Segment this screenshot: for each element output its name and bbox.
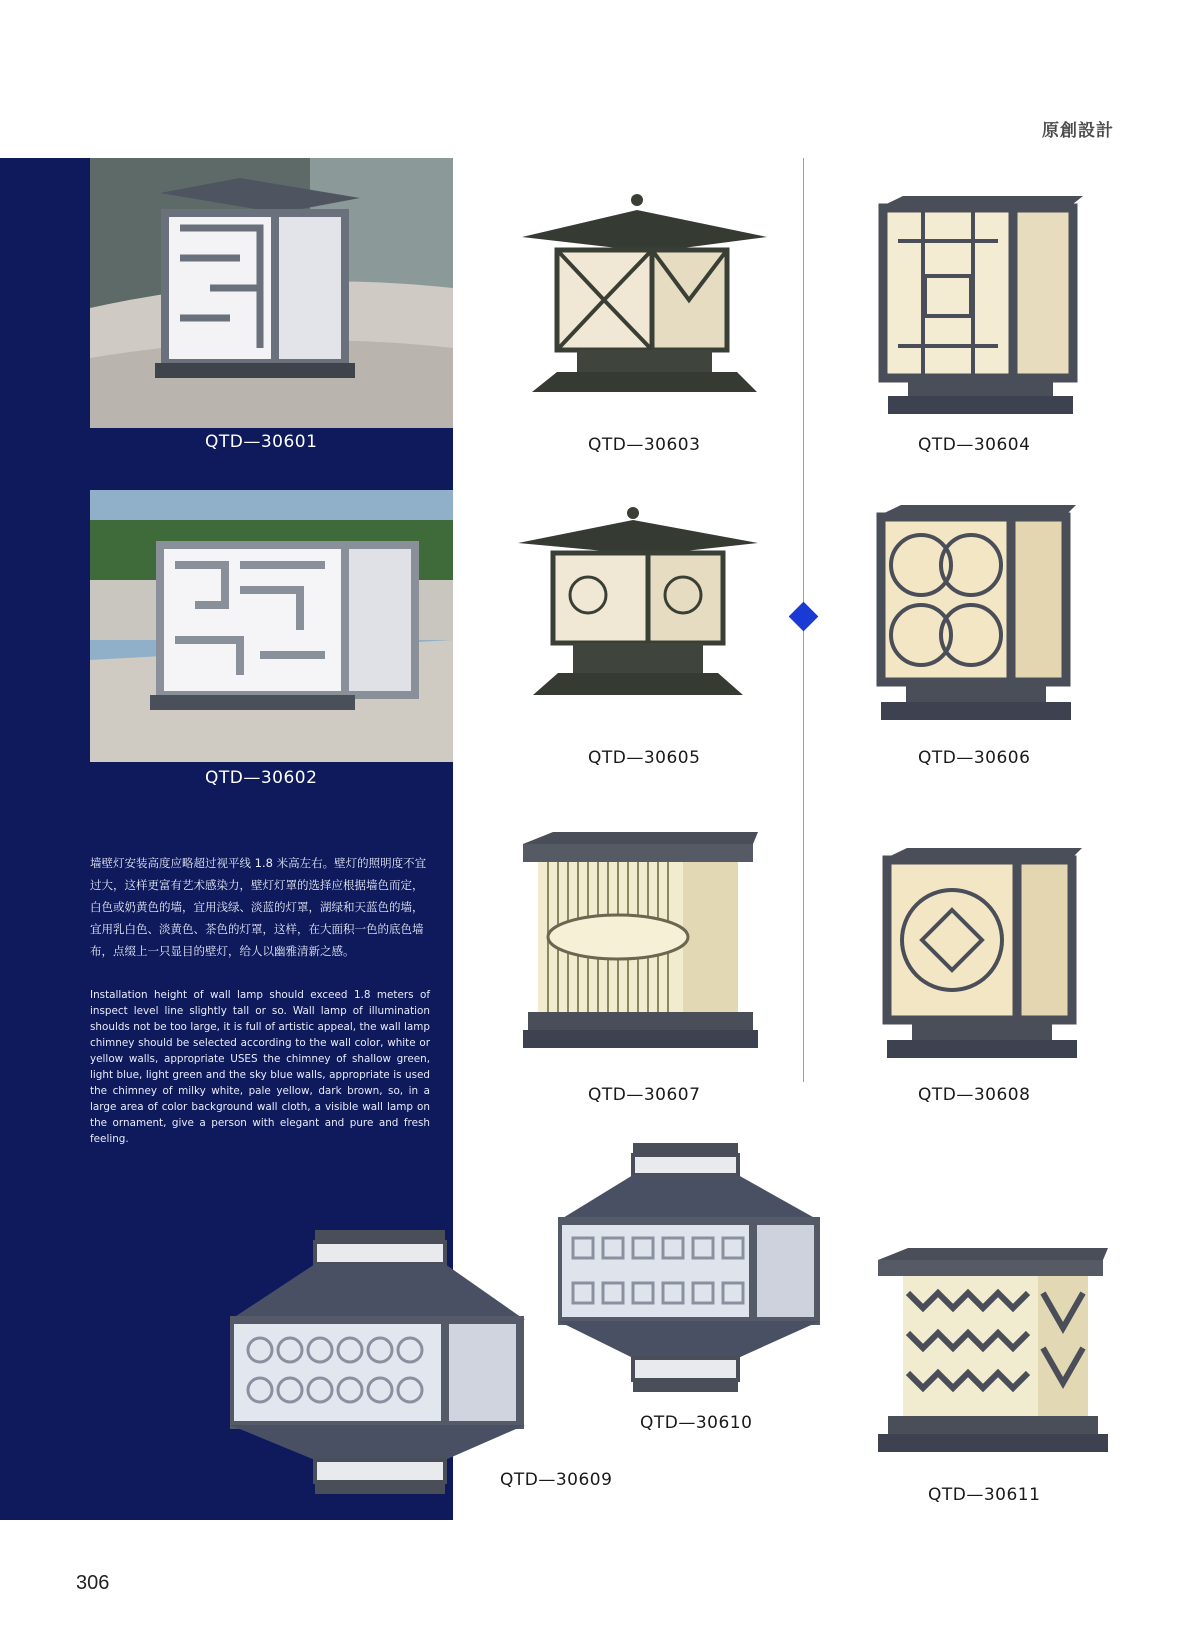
lamp-image-30610 xyxy=(558,1143,820,1409)
lamp-image-30603 xyxy=(522,192,767,416)
product-code-30609: QTD—30609 xyxy=(500,1470,613,1490)
lamp-image-30607 xyxy=(523,832,758,1061)
product-code-30603: QTD—30603 xyxy=(588,435,701,455)
product-photo-30602 xyxy=(90,490,453,762)
product-code-30601: QTD—30601 xyxy=(205,432,318,452)
lamp-image-30608 xyxy=(882,848,1082,1067)
lamp-image-30606 xyxy=(876,505,1076,734)
product-code-30604: QTD—30604 xyxy=(918,435,1031,455)
diamond-ornament xyxy=(789,602,819,632)
product-code-30607: QTD—30607 xyxy=(588,1085,701,1105)
product-code-30611: QTD—30611 xyxy=(928,1485,1041,1505)
lamp-image-30609 xyxy=(230,1230,525,1504)
product-code-30606: QTD—30606 xyxy=(918,748,1031,768)
product-photo-30601 xyxy=(90,158,453,428)
description-chinese: 墙壁灯安装高度应略超过视平线 1.8 米高左右。壁灯的照明度不宜过大，这样更富有艺术感染力，壁灯灯罩的选择应根据墙色而定，白色或奶黄色的墙，宜用浅绿、淡蓝的灯罩，湖绿和天蓝色的墙，宜用乳白色、淡黄色、茶色的灯罩，这样，在大面积一色的底色墙布，点缀上一只显目的壁灯，给人以幽雅清新之感。 xyxy=(90,856,427,958)
product-code-30605: QTD—30605 xyxy=(588,748,701,768)
section-title: 原創設計 xyxy=(1042,121,1114,141)
product-code-30608: QTD—30608 xyxy=(918,1085,1031,1105)
lamp-image-30604 xyxy=(878,196,1083,425)
lamp-image-30605 xyxy=(518,505,758,709)
lamp-image-30611 xyxy=(878,1248,1108,1472)
page-number: 306 xyxy=(76,1572,110,1594)
product-code-30602: QTD—30602 xyxy=(205,768,318,788)
product-code-30610: QTD—30610 xyxy=(640,1413,753,1433)
description-english: Installation height of wall lamp should exceed 1.8 meters of inspect level line slightly tall or so. Wall lamp of illumination shoulds not be too large, it is full of artistic appeal, the wall lamp chimney should be selected according to the wall color, white or yellow walls, appropriate USES the chimney of shallow green, light blue, light green and the sky blue walls, appropriate is used the chimney of milky white, pale yellow, dark brown, so, in a large area of color background wall cloth, a visible wall lamp on the ornament, give a person with elegant and pure and fresh feeling. xyxy=(90,989,430,1145)
